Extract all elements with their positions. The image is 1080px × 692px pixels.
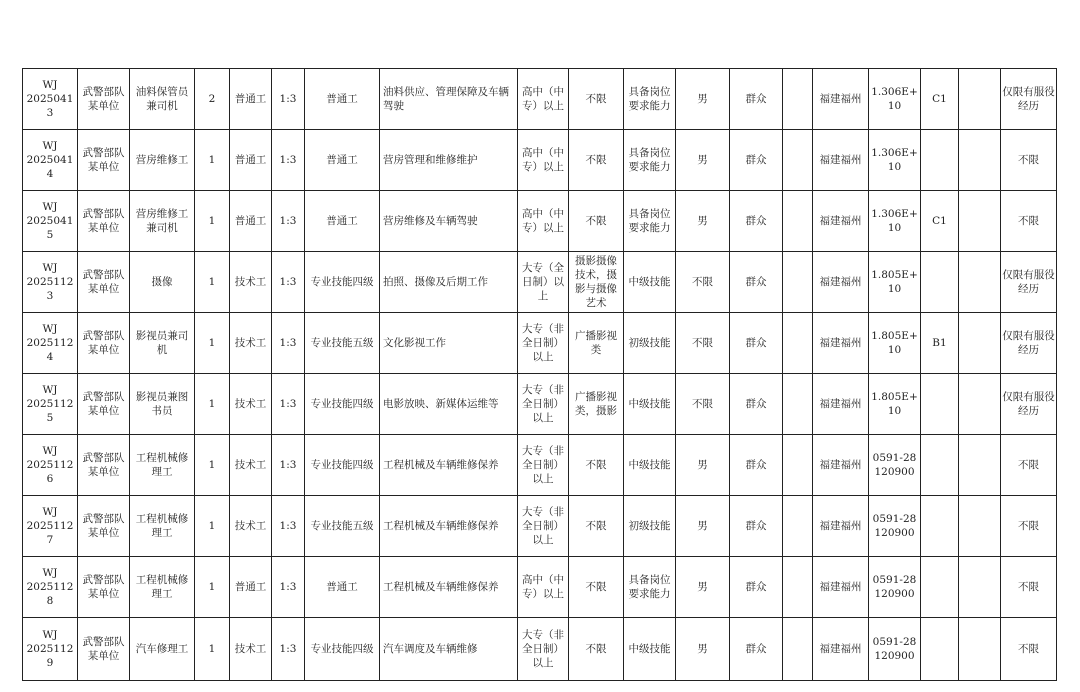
unit-cell: 武警部队某单位 <box>78 557 130 618</box>
headcount-cell: 1 <box>195 496 230 557</box>
ratio-cell: 1:3 <box>272 618 305 681</box>
post-name-cell: 油料保管员兼司机 <box>130 69 195 130</box>
skill-level-cell: 专业技能五级 <box>305 496 380 557</box>
note-cell: 不限 <box>1001 496 1057 557</box>
note-cell: 仅限有服役经历 <box>1001 252 1057 313</box>
skill-level-cell: 普通工 <box>305 69 380 130</box>
location-cell: 福建福州 <box>813 252 869 313</box>
phone-cell: 0591-28120900 <box>869 496 921 557</box>
worker-type-cell: 技术工 <box>230 435 272 496</box>
table-row <box>23 130 1057 191</box>
blank-cell <box>783 191 813 252</box>
post-code-cell <box>23 130 78 191</box>
post-code-cell <box>23 252 78 313</box>
gender-cell: 男 <box>676 618 730 681</box>
ratio-cell: 1:3 <box>272 191 305 252</box>
blank-cell <box>959 557 1001 618</box>
skill-cell: 中级技能 <box>624 252 676 313</box>
post-name-cell: 营房维修工兼司机 <box>130 191 195 252</box>
location-cell: 福建福州 <box>813 130 869 191</box>
headcount-cell: 1 <box>195 130 230 191</box>
post-name-cell: 摄像 <box>130 252 195 313</box>
table-row <box>23 618 1057 681</box>
skill-cell: 中级技能 <box>624 435 676 496</box>
post-code-number: 20251124 <box>26 337 74 363</box>
note-cell: 不限 <box>1001 557 1057 618</box>
post-name-cell: 工程机械修理工 <box>130 557 195 618</box>
ratio-cell: 1:3 <box>272 252 305 313</box>
post-code-prefix: WJ <box>42 629 58 641</box>
ratio-cell: 1:3 <box>272 557 305 618</box>
worker-type-cell: 普通工 <box>230 557 272 618</box>
post-code-number: 20251129 <box>26 643 74 669</box>
note-cell: 仅限有服役经历 <box>1001 69 1057 130</box>
post-code-number: 20251126 <box>26 459 74 485</box>
gender-cell: 男 <box>676 557 730 618</box>
skill-cell: 中级技能 <box>624 374 676 435</box>
gender-cell: 不限 <box>676 313 730 374</box>
education-cell: 大专（非全日制）以上 <box>518 496 569 557</box>
post-code-number: 20251127 <box>26 520 74 546</box>
major-cell: 不限 <box>569 69 624 130</box>
blank-cell <box>783 130 813 191</box>
table-row <box>23 191 1057 252</box>
post-code-prefix: WJ <box>42 506 58 518</box>
unit-cell: 武警部队某单位 <box>78 69 130 130</box>
post-code-number: 20251123 <box>26 276 74 302</box>
gender-cell: 男 <box>676 130 730 191</box>
skill-level-cell: 专业技能四级 <box>305 435 380 496</box>
education-cell: 大专（非全日制）以上 <box>518 374 569 435</box>
unit-cell: 武警部队某单位 <box>78 618 130 681</box>
skill-cell: 初级技能 <box>624 496 676 557</box>
headcount-cell: 1 <box>195 557 230 618</box>
license-cell <box>921 557 959 618</box>
headcount-cell: 1 <box>195 313 230 374</box>
education-cell: 高中（中专）以上 <box>518 557 569 618</box>
education-cell: 大专（非全日制）以上 <box>518 313 569 374</box>
recruitment-table <box>22 68 1057 681</box>
note-cell: 仅限有服役经历 <box>1001 374 1057 435</box>
gender-cell: 不限 <box>676 374 730 435</box>
post-code-cell <box>23 618 78 681</box>
blank-cell <box>959 252 1001 313</box>
skill-level-cell: 专业技能五级 <box>305 313 380 374</box>
post-code-number: 20251128 <box>26 581 74 607</box>
phone-cell: 0591-28120900 <box>869 618 921 681</box>
blank-cell <box>783 252 813 313</box>
skill-cell: 具备岗位要求能力 <box>624 130 676 191</box>
license-cell: C1 <box>921 69 959 130</box>
post-code-prefix: WJ <box>42 201 58 213</box>
headcount-cell: 1 <box>195 618 230 681</box>
post-code-prefix: WJ <box>42 567 58 579</box>
license-cell <box>921 252 959 313</box>
skill-level-cell: 专业技能四级 <box>305 618 380 681</box>
duty-cell: 工程机械及车辆维修保养 <box>380 557 518 618</box>
unit-cell: 武警部队某单位 <box>78 252 130 313</box>
political-status-cell: 群众 <box>730 435 783 496</box>
political-status-cell: 群众 <box>730 313 783 374</box>
location-cell: 福建福州 <box>813 435 869 496</box>
duty-cell: 拍照、摄像及后期工作 <box>380 252 518 313</box>
gender-cell: 男 <box>676 69 730 130</box>
post-name-cell: 营房维修工 <box>130 130 195 191</box>
skill-level-cell: 普通工 <box>305 191 380 252</box>
worker-type-cell: 普通工 <box>230 191 272 252</box>
headcount-cell: 1 <box>195 435 230 496</box>
skill-cell: 具备岗位要求能力 <box>624 69 676 130</box>
post-code-cell <box>23 69 78 130</box>
post-code-cell <box>23 496 78 557</box>
unit-cell: 武警部队某单位 <box>78 191 130 252</box>
ratio-cell: 1:3 <box>272 435 305 496</box>
worker-type-cell: 技术工 <box>230 374 272 435</box>
political-status-cell: 群众 <box>730 557 783 618</box>
post-name-cell: 工程机械修理工 <box>130 496 195 557</box>
worker-type-cell: 技术工 <box>230 618 272 681</box>
political-status-cell: 群众 <box>730 191 783 252</box>
post-code-prefix: WJ <box>42 384 58 396</box>
post-code-cell <box>23 191 78 252</box>
location-cell: 福建福州 <box>813 496 869 557</box>
skill-cell: 初级技能 <box>624 313 676 374</box>
license-cell: B1 <box>921 313 959 374</box>
blank-cell <box>959 191 1001 252</box>
post-name-cell: 影视员兼图书员 <box>130 374 195 435</box>
blank-cell <box>783 496 813 557</box>
unit-cell: 武警部队某单位 <box>78 496 130 557</box>
major-cell: 广播影视类，摄影 <box>569 374 624 435</box>
political-status-cell: 群众 <box>730 618 783 681</box>
worker-type-cell: 普通工 <box>230 130 272 191</box>
note-cell: 不限 <box>1001 435 1057 496</box>
skill-level-cell: 普通工 <box>305 130 380 191</box>
headcount-cell: 2 <box>195 69 230 130</box>
unit-cell: 武警部队某单位 <box>78 435 130 496</box>
phone-cell: 1.805E+10 <box>869 252 921 313</box>
blank-cell <box>959 618 1001 681</box>
phone-cell: 1.306E+10 <box>869 130 921 191</box>
note-cell: 不限 <box>1001 191 1057 252</box>
duty-cell: 电影放映、新媒体运维等 <box>380 374 518 435</box>
major-cell: 摄影摄像技术，摄影与摄像艺术 <box>569 252 624 313</box>
blank-cell <box>959 313 1001 374</box>
post-code-number: 20251125 <box>26 398 74 424</box>
education-cell: 高中（中专）以上 <box>518 130 569 191</box>
ratio-cell: 1:3 <box>272 374 305 435</box>
education-cell: 大专（非全日制）以上 <box>518 618 569 681</box>
skill-level-cell: 专业技能四级 <box>305 374 380 435</box>
phone-cell: 0591-28120900 <box>869 435 921 496</box>
table-body <box>23 69 1057 681</box>
major-cell: 广播影视类 <box>569 313 624 374</box>
phone-cell: 0591-28120900 <box>869 557 921 618</box>
location-cell: 福建福州 <box>813 313 869 374</box>
ratio-cell: 1:3 <box>272 313 305 374</box>
ratio-cell: 1:3 <box>272 130 305 191</box>
duty-cell: 营房管理和维修维护 <box>380 130 518 191</box>
license-cell <box>921 435 959 496</box>
worker-type-cell: 技术工 <box>230 496 272 557</box>
location-cell: 福建福州 <box>813 69 869 130</box>
blank-cell <box>783 618 813 681</box>
headcount-cell: 1 <box>195 374 230 435</box>
post-code-cell <box>23 435 78 496</box>
skill-cell: 具备岗位要求能力 <box>624 557 676 618</box>
post-code-prefix: WJ <box>42 323 58 335</box>
blank-cell <box>959 496 1001 557</box>
table-row <box>23 496 1057 557</box>
duty-cell: 工程机械及车辆维修保养 <box>380 496 518 557</box>
phone-cell: 1.805E+10 <box>869 374 921 435</box>
major-cell: 不限 <box>569 435 624 496</box>
post-name-cell: 汽车修理工 <box>130 618 195 681</box>
unit-cell: 武警部队某单位 <box>78 313 130 374</box>
license-cell <box>921 374 959 435</box>
post-code-prefix: WJ <box>42 262 58 274</box>
table-row <box>23 313 1057 374</box>
blank-cell <box>783 374 813 435</box>
gender-cell: 男 <box>676 496 730 557</box>
headcount-cell: 1 <box>195 191 230 252</box>
note-cell: 不限 <box>1001 130 1057 191</box>
skill-level-cell: 普通工 <box>305 557 380 618</box>
table-row <box>23 69 1057 130</box>
blank-cell <box>959 374 1001 435</box>
skill-cell: 具备岗位要求能力 <box>624 191 676 252</box>
major-cell: 不限 <box>569 496 624 557</box>
location-cell: 福建福州 <box>813 557 869 618</box>
education-cell: 大专（全日制）以上 <box>518 252 569 313</box>
duty-cell: 营房维修及车辆驾驶 <box>380 191 518 252</box>
post-name-cell: 工程机械修理工 <box>130 435 195 496</box>
post-name-cell: 影视员兼司机 <box>130 313 195 374</box>
gender-cell: 男 <box>676 191 730 252</box>
blank-cell <box>783 435 813 496</box>
education-cell: 大专（非全日制）以上 <box>518 435 569 496</box>
license-cell <box>921 618 959 681</box>
political-status-cell: 群众 <box>730 496 783 557</box>
post-code-cell <box>23 313 78 374</box>
gender-cell: 不限 <box>676 252 730 313</box>
post-code-prefix: WJ <box>42 140 58 152</box>
major-cell: 不限 <box>569 618 624 681</box>
blank-cell <box>783 69 813 130</box>
worker-type-cell: 普通工 <box>230 69 272 130</box>
education-cell: 高中（中专）以上 <box>518 69 569 130</box>
blank-cell <box>783 313 813 374</box>
skill-level-cell: 专业技能四级 <box>305 252 380 313</box>
major-cell: 不限 <box>569 191 624 252</box>
worker-type-cell: 技术工 <box>230 313 272 374</box>
phone-cell: 1.306E+10 <box>869 191 921 252</box>
location-cell: 福建福州 <box>813 374 869 435</box>
license-cell <box>921 130 959 191</box>
license-cell <box>921 496 959 557</box>
political-status-cell: 群众 <box>730 130 783 191</box>
gender-cell: 男 <box>676 435 730 496</box>
table-row <box>23 252 1057 313</box>
location-cell: 福建福州 <box>813 618 869 681</box>
phone-cell: 1.805E+10 <box>869 313 921 374</box>
education-cell: 高中（中专）以上 <box>518 191 569 252</box>
ratio-cell: 1:3 <box>272 496 305 557</box>
post-code-number: 20250415 <box>26 215 74 241</box>
unit-cell: 武警部队某单位 <box>78 374 130 435</box>
duty-cell: 工程机械及车辆维修保养 <box>380 435 518 496</box>
blank-cell <box>959 69 1001 130</box>
note-cell: 不限 <box>1001 618 1057 681</box>
post-code-cell <box>23 557 78 618</box>
license-cell: C1 <box>921 191 959 252</box>
table-row <box>23 374 1057 435</box>
headcount-cell: 1 <box>195 252 230 313</box>
major-cell: 不限 <box>569 130 624 191</box>
note-cell: 仅限有服役经历 <box>1001 313 1057 374</box>
ratio-cell: 1:3 <box>272 69 305 130</box>
location-cell: 福建福州 <box>813 191 869 252</box>
post-code-number: 20250413 <box>26 93 74 119</box>
political-status-cell: 群众 <box>730 69 783 130</box>
duty-cell: 汽车调度及车辆维修 <box>380 618 518 681</box>
duty-cell: 文化影视工作 <box>380 313 518 374</box>
blank-cell <box>959 435 1001 496</box>
post-code-prefix: WJ <box>42 79 58 91</box>
post-code-cell <box>23 374 78 435</box>
post-code-number: 20250414 <box>26 154 74 180</box>
table-row <box>23 435 1057 496</box>
blank-cell <box>783 557 813 618</box>
table-row <box>23 557 1057 618</box>
unit-cell: 武警部队某单位 <box>78 130 130 191</box>
duty-cell: 油料供应、管理保障及车辆驾驶 <box>380 69 518 130</box>
major-cell: 不限 <box>569 557 624 618</box>
worker-type-cell: 技术工 <box>230 252 272 313</box>
skill-cell: 中级技能 <box>624 618 676 681</box>
post-code-prefix: WJ <box>42 445 58 457</box>
political-status-cell: 群众 <box>730 374 783 435</box>
phone-cell: 1.306E+10 <box>869 69 921 130</box>
political-status-cell: 群众 <box>730 252 783 313</box>
blank-cell <box>959 130 1001 191</box>
